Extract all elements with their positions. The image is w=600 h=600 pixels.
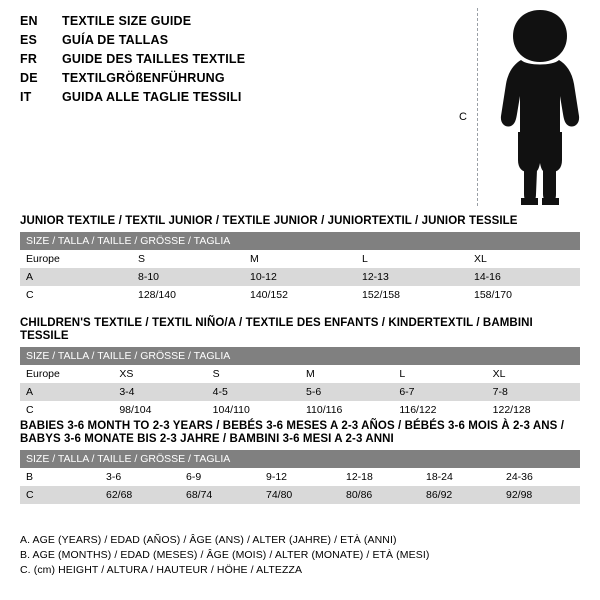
cell: 8-10 — [132, 268, 244, 286]
row-label: Europe — [20, 365, 113, 383]
cell: 92/98 — [500, 486, 580, 504]
measure-dashed-line — [477, 8, 478, 206]
cell: 104/110 — [207, 401, 300, 419]
cell: 86/92 — [420, 486, 500, 504]
legend-line-c: C. (cm) HEIGHT / ALTURA / HAUTEUR / HÖHE / ALTEZZA — [20, 564, 303, 576]
cell: 80/86 — [340, 486, 420, 504]
row-label: C — [20, 486, 100, 504]
cell: 12-18 — [340, 468, 420, 486]
cell: 116/122 — [393, 401, 486, 419]
size-table-children — [20, 347, 580, 419]
legend-block — [20, 533, 580, 578]
cell: XL — [468, 250, 580, 268]
cell: 3-6 — [100, 468, 180, 486]
table-header-label: SIZE / TALLA / TAILLE / GRÖSSE / TAGLIA — [20, 450, 580, 468]
language-code: EN — [20, 14, 38, 28]
cell: 128/140 — [132, 286, 244, 304]
table-header-row — [20, 232, 580, 250]
row-label: C — [20, 286, 132, 304]
cell: 9-12 — [260, 468, 340, 486]
cell: 122/128 — [487, 401, 580, 419]
table-row — [20, 286, 580, 304]
cell: M — [244, 250, 356, 268]
size-table-babies — [20, 450, 580, 504]
section-childrens-textile — [20, 317, 580, 419]
cell: 62/68 — [100, 486, 180, 504]
language-title: TEXTILE SIZE GUIDE — [62, 14, 192, 28]
table-header-row — [20, 450, 580, 468]
table-row — [20, 468, 580, 486]
table-row — [20, 383, 580, 401]
section-title: JUNIOR TEXTILE / TEXTIL JUNIOR / TEXTILE JUNIOR / JUNIORTEXTIL / JUNIOR TESSILE — [20, 215, 518, 227]
cell: 18-24 — [420, 468, 500, 486]
cell: XS — [113, 365, 206, 383]
section-title: CHILDREN'S TEXTILE / TEXTIL NIÑO/A / TEXTILE DES ENFANTS / KINDERTEXTIL / BAMBINI TESSILE — [20, 317, 533, 342]
language-title: TEXTILGRÖßENFÜHRUNG — [62, 71, 225, 85]
row-label: Europe — [20, 250, 132, 268]
cell: L — [356, 250, 468, 268]
cell: XL — [487, 365, 580, 383]
cell: 158/170 — [468, 286, 580, 304]
size-table-junior — [20, 232, 580, 304]
language-title: GUIDA ALLE TAGLIE TESSILI — [62, 90, 242, 104]
table-row — [20, 250, 580, 268]
cell: S — [132, 250, 244, 268]
row-label: A — [20, 268, 132, 286]
row-label: C — [20, 401, 113, 419]
table-row — [20, 365, 580, 383]
language-code: FR — [20, 52, 38, 66]
table-row — [20, 486, 580, 504]
cell: 7-8 — [487, 383, 580, 401]
legend-line-a: A. AGE (YEARS) / EDAD (AÑOS) / ÂGE (ANS) / ALTER (JAHRE) / ETÀ (ANNI) — [20, 534, 397, 546]
measure-label-c: C — [459, 111, 467, 123]
cell: 4-5 — [207, 383, 300, 401]
cell: 6-7 — [393, 383, 486, 401]
language-title: GUÍA DE TALLAS — [62, 33, 169, 47]
cell: L — [393, 365, 486, 383]
language-header-block — [20, 14, 420, 109]
language-row — [20, 14, 420, 33]
table-row — [20, 401, 580, 419]
row-label: A — [20, 383, 113, 401]
section-title: BABIES 3-6 MONTH TO 2-3 YEARS / BEBÉS 3-6 MESES A 2-3 AÑOS / BÉBÉS 3-6 MOIS À 2-3 ANS / BABYS 3-6 MONATE BIS 2-3 JAHRE / BAMBINI 3-6 MESI A 2-3 ANNI — [20, 420, 564, 445]
cell: 140/152 — [244, 286, 356, 304]
section-junior-textile — [20, 215, 580, 304]
cell: M — [300, 365, 393, 383]
legend-line-b: B. AGE (MONTHS) / EDAD (MESES) / ÂGE (MOIS) / ALTER (MONATE) / ETÀ (MESI) — [20, 549, 430, 561]
section-babies-textile — [20, 420, 580, 504]
table-row — [20, 268, 580, 286]
cell: 98/104 — [113, 401, 206, 419]
cell: 14-16 — [468, 268, 580, 286]
cell: 12-13 — [356, 268, 468, 286]
cell: 110/116 — [300, 401, 393, 419]
cell: 24-36 — [500, 468, 580, 486]
table-header-row — [20, 347, 580, 365]
cell: 3-4 — [113, 383, 206, 401]
cell: 6-9 — [180, 468, 260, 486]
row-label: B — [20, 468, 100, 486]
table-header-label: SIZE / TALLA / TAILLE / GRÖSSE / TAGLIA — [20, 347, 580, 365]
cell: 152/158 — [356, 286, 468, 304]
language-code: DE — [20, 71, 38, 85]
cell: 68/74 — [180, 486, 260, 504]
table-header-label: SIZE / TALLA / TAILLE / GRÖSSE / TAGLIA — [20, 232, 580, 250]
language-row — [20, 52, 420, 71]
cell: 5-6 — [300, 383, 393, 401]
language-code: ES — [20, 33, 38, 47]
child-silhouette-icon — [490, 8, 590, 211]
language-title: GUIDE DES TAILLES TEXTILE — [62, 52, 246, 66]
language-code: IT — [20, 90, 32, 104]
height-measure-figure — [455, 8, 590, 208]
cell: S — [207, 365, 300, 383]
cell: 10-12 — [244, 268, 356, 286]
language-row — [20, 90, 420, 109]
cell: 74/80 — [260, 486, 340, 504]
language-row — [20, 33, 420, 52]
language-row — [20, 71, 420, 90]
